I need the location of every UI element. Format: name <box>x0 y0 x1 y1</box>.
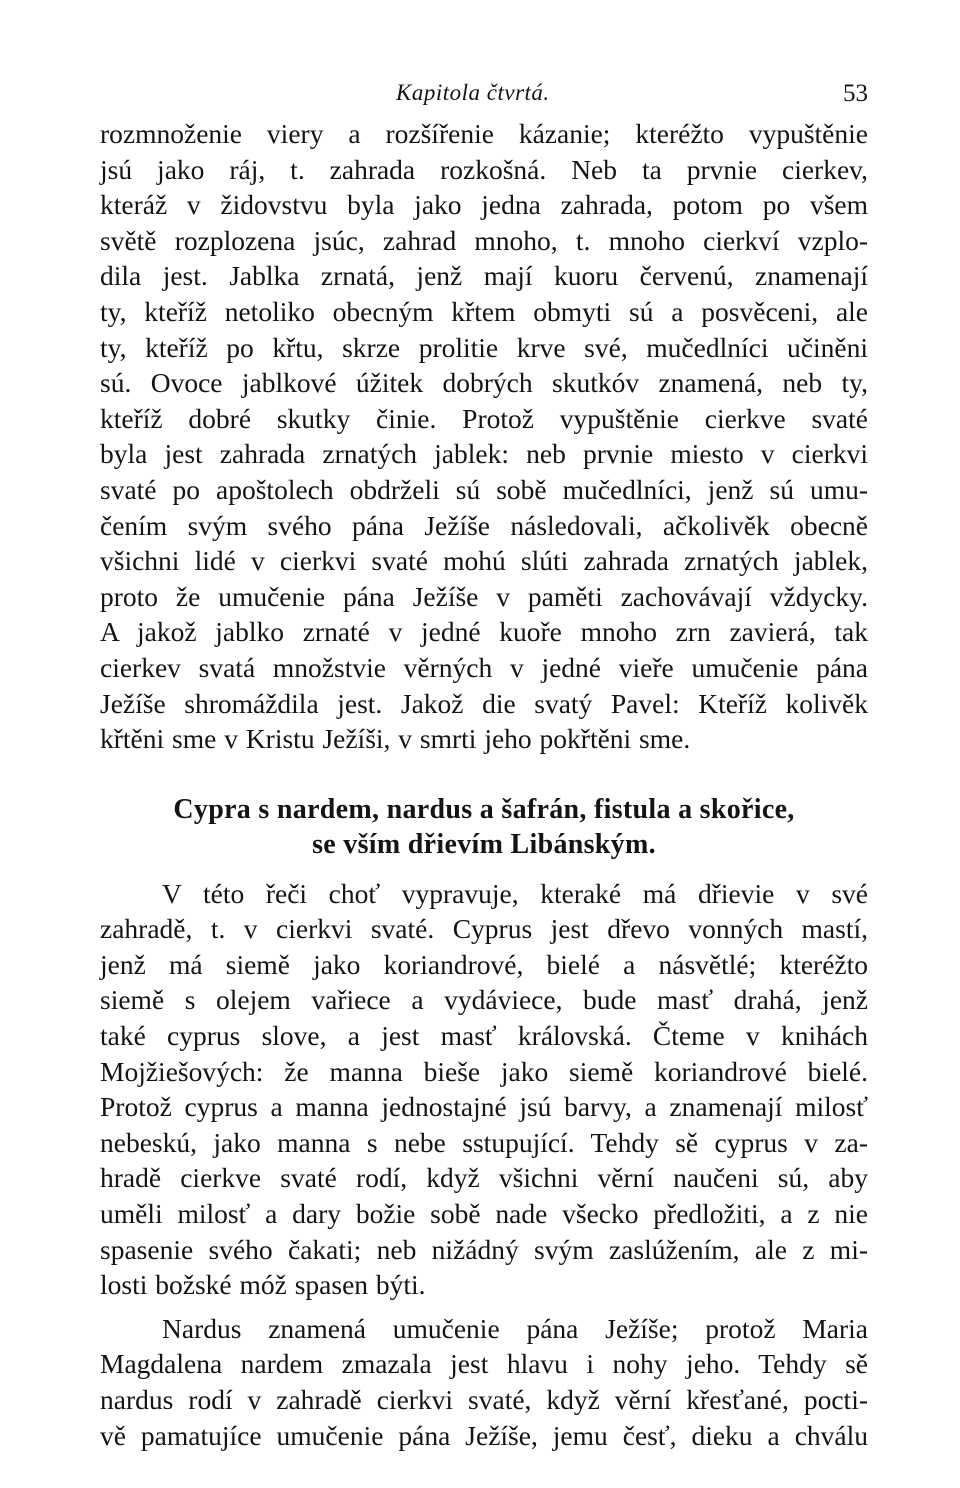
text-line: kteráž v židovstvu byla jako jedna zahrada, potom po všem <box>100 189 868 221</box>
running-head <box>100 70 868 116</box>
text-line: nebeskú, jako manna s nebe sstupující. Tehdy sě cyprus v za- <box>100 1126 868 1158</box>
page-number: 53 <box>843 80 868 107</box>
text-line: A jakož jablko zrnaté v jedné kuoře mnoho zrn zavierá, tak <box>100 616 868 648</box>
section-heading-line: Cypra s nardem, nardus a šafrán, fistula a skořice, <box>173 793 795 825</box>
section-heading-line: se vším dřievím Libánským. <box>312 828 656 860</box>
paragraph-cyprus <box>100 876 868 1303</box>
text-line: sú. Ovoce jablkové úžitek dobrých skutkóv znamená, neb ty, <box>100 367 868 399</box>
text-line: Nardus znamená umučenie pána Ježíše; protož Maria <box>162 1312 868 1344</box>
text-line: nardus rodí v zahradě cierkvi svaté, když věrní křesťané, pocti- <box>100 1384 868 1415</box>
text-line: hradě cierkve svaté rodí, když všichni věrní naučeni sú, aby <box>100 1162 868 1194</box>
text-line: kteříž dobré skutky činie. Protož vypuštěnie cierkve svaté <box>100 402 868 434</box>
paragraph-gap <box>100 1303 868 1311</box>
text-line: ty, kteříž netoliko obecným křtem obmyti sú a posvěceni, ale <box>100 295 868 327</box>
text-line: V této řeči choť vypravuje, kteraké má dřievie v své <box>162 877 868 909</box>
text-line: čením svým svého pána Ježíše následovali, ačkolivěk obecně <box>100 509 868 541</box>
text-line: také cyprus slove, a jest masť královská. Čteme v knihách <box>100 1020 868 1052</box>
text-line: uměli milosť a dary božie sobě nade všecko předložiti, a z nie <box>100 1198 868 1230</box>
text-line: losti božské móž spasen býti. <box>100 1269 426 1301</box>
text-line: jsú jako ráj, t. zahrada rozkošná. Neb ta prvnie cierkev, <box>100 153 868 185</box>
text-line: Protož cyprus a manna jednostajné jsú barvy, a znamenají milosť <box>100 1091 868 1123</box>
book-page <box>100 70 868 1453</box>
text-line: Ježíše shromáždila jest. Jakož die svatý Pavel: Kteříž kolivěk <box>100 687 868 719</box>
text-line: křtěni sme v Kristu Ježíši, v smrti jeho pokřtěni sme. <box>100 723 691 755</box>
paragraph-nardus <box>100 1311 868 1453</box>
text-line: světě rozplozena jsúc, zahrad mnoho, t. mnoho cierkví vzplo- <box>100 224 868 256</box>
text-line: všichni lidé v cierkvi svaté mohú slúti zahrada zrnatých jablek, <box>100 545 868 577</box>
text-line: Mojžiešových: že manna bieše jako siemě koriandrové bielé. <box>100 1055 868 1087</box>
text-line: vě pamatujíce umučenie pána Ježíše, jemu česť, dieku a chválu <box>100 1419 868 1451</box>
section-heading <box>100 792 868 862</box>
text-line: svaté po apoštolech obdrželi sú sobě mučedlníci, jenž sú umu- <box>100 473 868 505</box>
text-line: proto že umučenie pána Ježíše v paměti zachovávají vždycky. <box>100 580 868 612</box>
text-line: spasenie svého čakati; neb nižádný svým zaslúžením, ale z mi- <box>100 1233 868 1265</box>
running-title: Kapitola čtvrtá. <box>396 80 550 105</box>
text-line: zahradě, t. v cierkvi svaté. Cyprus jest dřevo vonných mastí, <box>100 913 868 945</box>
text-line: byla jest zahrada zrnatých jablek: neb prvnie miesto v cierkvi <box>100 438 868 470</box>
text-line: rozmnoženie viery a rozšířenie kázanie; kteréžto vypuštěnie <box>100 118 868 149</box>
text-line: jenž má siemě jako koriandrové, bielé a násvětlé; kteréžto <box>100 948 868 980</box>
paragraph-continuation <box>100 116 868 757</box>
text-line: cierkev svatá množstvie věrných v jedné vieře umučenie pána <box>100 651 868 683</box>
text-line: ty, kteříž po křtu, skrze prolitie krve své, mučedlníci učiněni <box>100 331 868 363</box>
text-line: siemě s olejem vařiece a vydáviece, bude masť drahá, jenž <box>100 984 868 1016</box>
text-line: Magdalena nardem zmazala jest hlavu i nohy jeho. Tehdy sě <box>100 1348 868 1380</box>
text-line: dila jest. Jablka zrnatá, jenž mají kuoru červenú, znamenají <box>100 260 868 292</box>
